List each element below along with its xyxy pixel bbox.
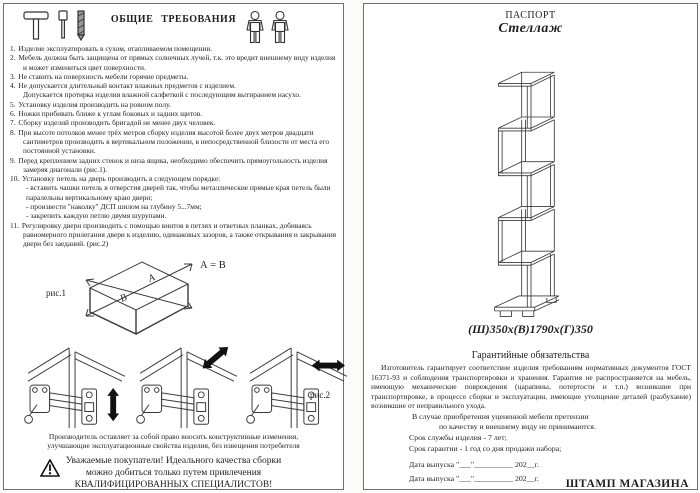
diagonal-a-label: А — [146, 272, 157, 285]
list-item — [10, 118, 340, 127]
item-number: 6. — [10, 109, 16, 119]
list-item — [10, 109, 340, 118]
list-item — [10, 44, 340, 53]
hinge-diagram-vertical — [24, 344, 129, 434]
item-number: 1. — [10, 44, 16, 53]
discount-note-line: по качеству и внешнему виду не принимаются. — [439, 422, 596, 431]
shelf-unit-drawing — [466, 48, 596, 323]
list-item — [10, 81, 340, 100]
warning-line: КВАЛИФИЦИРОВАННЫХ СПЕЦИАЛИСТОВ! — [74, 480, 273, 491]
producer-note-line: Производитель оставляет за собой право вносить конструктивные изменения, — [48, 432, 299, 441]
warning-line: можно добиться только путем привлечения — [85, 468, 262, 479]
general-requirements-panel — [3, 3, 344, 490]
item-text: Не ставить на поверхность мебели горячие предметы. — [18, 71, 189, 81]
item-text: Регулировку двери производить с помощью винтов в петлях и ответных планках, добиваясь равномерного прилегания двери к изделию, одинаковых зазоров, а также открывания и закрывания двери без заеданий. (рис.2) — [21, 220, 337, 249]
item-number: 11. — [10, 220, 19, 230]
hinge-diagram-horizontal — [246, 344, 351, 434]
product-name: Стеллаж — [498, 21, 563, 36]
box-diagonals-diagram — [80, 252, 200, 340]
diagonal-equation: А = В — [200, 260, 226, 271]
requirements-list — [10, 44, 340, 249]
requirements-title: ОБЩИЕ ТРЕБОВАНИЯ — [110, 14, 237, 25]
warning-triangle-icon — [40, 459, 60, 477]
item-subtext: - закрепить каждую петлю двумя шурупами. — [26, 211, 167, 221]
list-item — [10, 128, 340, 156]
hinge-diagram-diagonal — [136, 344, 241, 434]
item-number: 10. — [10, 174, 20, 184]
figure1-row — [4, 252, 343, 340]
item-text: При высоте потолков менее трёх метров сборку изделия высотой более двух метров двадцати сантиметров производить в вертикальном положении, в непосредственной близости от места его постоянной установки. — [18, 127, 330, 156]
item-number: 7. — [10, 118, 16, 128]
item-text: Мебель должна быть защищена от прямых солнечных лучей, т.к. это вредит внешнему виду изделия и может измениться цвет поверхности. — [18, 53, 336, 72]
passport-panel — [363, 3, 698, 490]
item-text: Сборку изделий производить бригадой не менее двух человек. — [18, 118, 216, 128]
warranty-text: Изготовитель гарантирует соответствие изделия требованиям нормативных документов ГОСТ 16371-93 и соблюдения транспортировки и хранения. Гарантия не распространяется на мебель, имеющую механические повреждения (царапины, потертости и т.п.) возникшие при транспортировке, в процессе сборки и эксплуатации, имеющие утолщение деталей (разбухание) возникшие от неправильного ухода. — [371, 363, 691, 410]
item-subtext: - произвести "наколку" ДСП шилом на глубину 5...7мм; — [26, 202, 202, 212]
warning-line: Уважаемые покупатели! Идеального качества сборки — [65, 456, 282, 466]
figure1-caption: рис.1 — [46, 288, 67, 298]
item-number: 9. — [10, 155, 16, 165]
issue-date-line: Дата выпуска "___"__________ 202__г. — [409, 474, 539, 483]
item-number: 4. — [10, 81, 16, 91]
list-item — [10, 156, 340, 175]
item-text: Установку изделия производить на ровном полу. — [18, 99, 171, 109]
warranty-period: Срок гарантии - 1 год со дня продажи набора; — [409, 444, 562, 453]
list-item — [10, 53, 340, 72]
list-item — [10, 221, 340, 249]
item-text: Изделие эксплуатировать в сухом, отапливаемом помещении. — [18, 44, 213, 53]
item-text: Ножки прибивать ближе к углам боковых и задних щитов. — [18, 109, 203, 119]
passport-title: ПАСПОРТ — [505, 10, 556, 21]
item-number: 5. — [10, 99, 16, 109]
item-number: 8. — [10, 127, 16, 137]
item-number: 2. — [10, 53, 16, 63]
figure2-caption: рис.2 — [310, 390, 331, 400]
discount-note-line: В случае приобретения уцененной мебели претензии — [412, 412, 589, 421]
figure2-row — [4, 342, 343, 437]
shelf-drawing-wrap — [364, 48, 697, 328]
list-item — [10, 174, 340, 220]
producer-note-line: улучшающие эксплуатационные свойства изделия, без извещения потребителя — [47, 441, 300, 451]
item-subtext: - вставить чашки петель в отверстия дверей так, чтобы металлические прямые края петель были паралельны вертикальному краю двери; — [26, 183, 331, 202]
store-stamp-label: ШТАМП МАГАЗИНА — [565, 478, 689, 490]
item-text: Не допускается длительный контакт влажных предметов с изделием. — [18, 81, 236, 91]
issue-date-line: Дата выпуска "___"__________ 202__г. — [409, 460, 539, 469]
item-number: 3. — [10, 71, 16, 81]
diagonal-b-label: В — [118, 292, 129, 305]
two-people-icon — [242, 10, 294, 45]
item-text: Установку петель на дверь производить в следующем порядке: — [22, 174, 221, 184]
list-item — [10, 72, 340, 81]
list-item — [10, 100, 340, 109]
service-life: Срок службы изделия - 7 лет; — [409, 433, 507, 442]
producer-note — [4, 432, 343, 450]
product-dimensions: (Ш)350х(В)1790х(Г)350 — [468, 322, 593, 336]
assembly-warning — [4, 455, 343, 492]
diagonal-adjust-arrow — [199, 344, 232, 373]
vertical-adjust-arrow — [107, 388, 119, 421]
item-text: Перед креплением задних стенок и низа ящика, необходимо обеспечить прямоугольность изделия замеряя диагонали (рис.1). — [18, 155, 328, 174]
item-subtext: Допускается протирка изделия влажной салфеткой с последующим вытиранием насухо. — [23, 90, 301, 100]
warranty-title: Гарантийные обязательства — [471, 350, 590, 361]
